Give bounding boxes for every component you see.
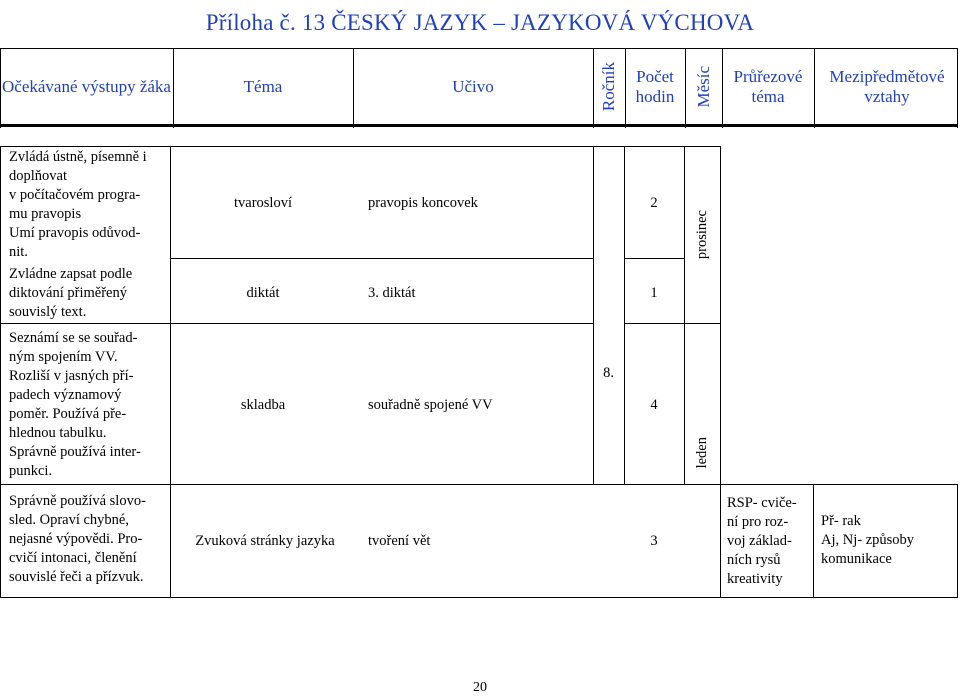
cross-line: ních rysů [727, 552, 781, 568]
table-border [0, 146, 721, 147]
row1-subject: pravopis koncovek [368, 195, 478, 211]
outcome-line: souvislé řeči a přízvuk. [9, 569, 144, 585]
table-border [624, 323, 721, 324]
outcome-line: ným spojením VV. [9, 349, 118, 365]
row4-interdisciplinary [821, 512, 957, 569]
outcome-line: Zvládá ústně, písemně i [9, 149, 147, 165]
page-title: Příloha č. 13 ČESKÝ JAZYK – JAZYKOVÁ VÝCHOVA [205, 10, 755, 35]
table-border [0, 323, 593, 324]
table-border [0, 48, 1, 128]
row2-hours: 1 [650, 285, 658, 301]
row1-hours: 2 [650, 195, 658, 211]
header-subject-matter: Učivo [452, 77, 494, 96]
outcome-line: Rozliší v jasných pří- [9, 368, 134, 384]
header-month: Měsíc [693, 66, 713, 108]
table-border [720, 146, 721, 598]
row1-outcomes [9, 148, 169, 262]
outcome-line: Správně používá slovo- [9, 493, 146, 509]
header-hours: Počet hodin [635, 67, 675, 106]
table-border [625, 48, 626, 128]
header-cross-curricular: Průřezové téma [733, 67, 803, 106]
inter-line: Př- rak [821, 513, 861, 529]
outcome-line: cvičí intonaci, členění [9, 550, 137, 566]
row4-subject: tvoření vět [368, 533, 431, 549]
row4-topic: Zvuková stránky jazyka [195, 533, 335, 549]
outcome-line: doplňovat [9, 168, 67, 184]
row4-hours: 3 [650, 533, 658, 549]
cross-line: voj základ- [727, 533, 792, 549]
row2-topic: diktát [246, 285, 280, 301]
cross-line: kreativity [727, 571, 783, 587]
table-border [722, 48, 723, 128]
header-grade: Ročník [599, 62, 618, 112]
table-border [0, 484, 958, 485]
cross-line: RSP- cviče- [727, 495, 797, 511]
outcome-line: Umí pravopis odůvod- [9, 225, 141, 241]
grade-value: 8. [603, 365, 614, 381]
outcome-line: poměr. Používá pře- [9, 406, 127, 422]
header-interdisciplinary: Mezipředmětové vztahy [829, 67, 945, 106]
outcome-line: padech významový [9, 387, 122, 403]
outcome-line: nit. [9, 244, 28, 260]
header-outcomes: Očekávané výstupy žáka [2, 77, 171, 96]
table-border [813, 484, 814, 598]
outcome-line: v počítačovém progra- [9, 187, 141, 203]
table-border [353, 48, 354, 128]
outcome-line: mu pravopis [9, 206, 82, 222]
outcome-line: Zvládne zapsat podle [9, 266, 133, 282]
row3-hours: 4 [650, 397, 658, 413]
outcome-line: Seznámí se se souřad- [9, 330, 138, 346]
outcome-line: Správně používá inter- [9, 444, 141, 460]
row2-outcomes [9, 265, 169, 322]
row4-cross-curricular [727, 494, 813, 589]
table-border [0, 597, 958, 598]
outcome-line: hlednou tabulku. [9, 425, 107, 441]
outcome-line: punkci. [9, 463, 53, 479]
table-border [0, 146, 1, 598]
table-border [593, 48, 594, 128]
row4-outcomes [9, 492, 169, 587]
row3-subject: souřadně spojené VV [368, 397, 493, 413]
header-topic: Téma [243, 77, 283, 96]
table-border [170, 146, 171, 598]
table-border [173, 48, 174, 128]
table-border [685, 48, 686, 128]
inter-line: komunikace [821, 551, 892, 567]
row3-outcomes [9, 329, 169, 481]
outcome-line: nejasné výpovědi. Pro- [9, 531, 143, 547]
outcome-line: souvislý text. [9, 304, 87, 320]
page-number: 20 [473, 680, 487, 695]
row2-subject: 3. diktát [368, 285, 416, 301]
table-border [593, 146, 594, 485]
inter-line: Aj, Nj- způsoby [821, 532, 915, 548]
row1-topic: tvarosloví [234, 195, 292, 211]
outcome-line: sled. Opraví chybné, [9, 512, 129, 528]
table-border [170, 258, 593, 259]
cross-line: ní pro roz- [727, 514, 789, 530]
month-december: prosinec [694, 209, 710, 260]
outcome-line: diktování přiměřený [9, 285, 127, 301]
table-border [624, 258, 684, 259]
month-january: leden [694, 437, 710, 469]
table-border [957, 484, 958, 598]
table-border [814, 48, 815, 128]
table-border [957, 48, 958, 128]
row3-topic: skladba [240, 397, 286, 413]
